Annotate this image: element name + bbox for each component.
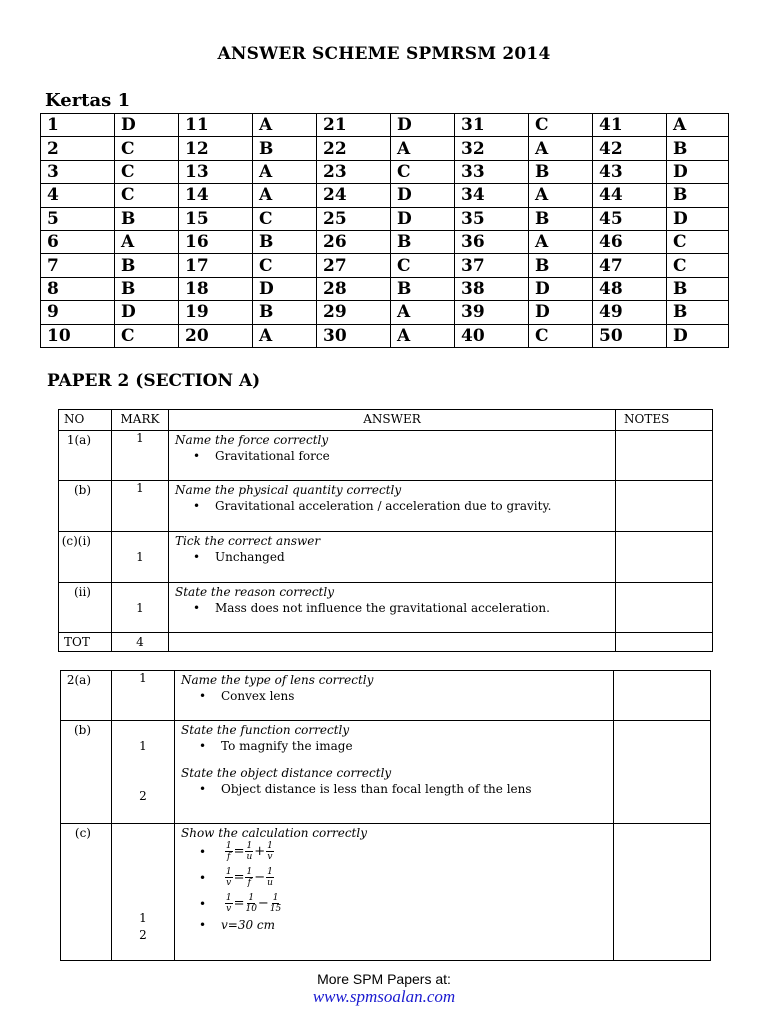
question-number: 2(a) bbox=[61, 671, 112, 721]
question-number: (ii) bbox=[59, 583, 112, 633]
total-label: TOT bbox=[59, 633, 112, 652]
table-row bbox=[59, 583, 713, 633]
answer-letter-cell: C bbox=[667, 254, 729, 277]
question-number-cell: 4 bbox=[41, 184, 115, 207]
fraction: $\frac{1}{15}$ bbox=[269, 893, 282, 914]
table-row bbox=[61, 721, 711, 824]
table-row bbox=[41, 277, 729, 300]
equation-substituted: • $\frac{1}{v}$ = $\frac{1}{10}$ − $\frac{1}{15}$ bbox=[175, 892, 613, 918]
table-row bbox=[41, 160, 729, 183]
answer-letter-cell: D bbox=[391, 184, 455, 207]
question-number-cell: 49 bbox=[593, 301, 667, 324]
answer-letter-cell: D bbox=[529, 277, 593, 300]
answer-letter-cell: D bbox=[667, 324, 729, 347]
answer-letter-cell: C bbox=[115, 137, 179, 160]
question-number-cell: 43 bbox=[593, 160, 667, 183]
answer-letter-cell: B bbox=[253, 301, 317, 324]
answer-letter-cell: B bbox=[667, 277, 729, 300]
instruction-text: Name the force correctly bbox=[175, 433, 329, 447]
answer-letter-cell: D bbox=[667, 160, 729, 183]
answer-letter-cell: A bbox=[391, 137, 455, 160]
answer-letter-cell: B bbox=[529, 207, 593, 230]
answer-letter-cell: B bbox=[115, 277, 179, 300]
mark-value: 1 bbox=[136, 601, 144, 615]
answer-letter-cell: A bbox=[529, 137, 593, 160]
question-number-cell: 18 bbox=[179, 277, 253, 300]
table-row bbox=[41, 301, 729, 324]
mark-value: 2 bbox=[139, 789, 147, 803]
answer-letter-cell: A bbox=[391, 324, 455, 347]
question-number-cell: 33 bbox=[455, 160, 529, 183]
answer-letter-cell: D bbox=[667, 207, 729, 230]
question-number-cell: 41 bbox=[593, 114, 667, 137]
instruction-text: Name the physical quantity correctly bbox=[175, 483, 402, 497]
paper2-heading: PAPER 2 (SECTION A) bbox=[47, 371, 261, 391]
answer-letter-cell: A bbox=[253, 114, 317, 137]
notes-cell bbox=[614, 721, 711, 824]
answer-letter-cell: D bbox=[115, 301, 179, 324]
question-number-cell: 50 bbox=[593, 324, 667, 347]
answer-letter-cell: C bbox=[253, 207, 317, 230]
answer-cell bbox=[169, 532, 616, 583]
question-number: (c)(i) bbox=[59, 532, 112, 583]
answer-letter-cell: B bbox=[115, 207, 179, 230]
table-row bbox=[59, 481, 713, 532]
table-row bbox=[59, 431, 713, 481]
question-number-cell: 12 bbox=[179, 137, 253, 160]
question-number-cell: 10 bbox=[41, 324, 115, 347]
answer-text: • Object distance is less than focal length of the lens bbox=[175, 780, 613, 796]
question-number-cell: 37 bbox=[455, 254, 529, 277]
result-text: • v=30 cm bbox=[175, 918, 613, 932]
answer-letter-cell: B bbox=[667, 137, 729, 160]
question-number-cell: 1 bbox=[41, 114, 115, 137]
notes-cell bbox=[614, 671, 711, 721]
table-row bbox=[41, 207, 729, 230]
mark-value: 2 bbox=[139, 928, 147, 942]
answer-letter-cell: D bbox=[529, 301, 593, 324]
table-row bbox=[41, 230, 729, 253]
mark-value: 1 bbox=[112, 671, 175, 721]
question-number-cell: 15 bbox=[179, 207, 253, 230]
answer-letter-cell: D bbox=[115, 114, 179, 137]
answer-cell bbox=[175, 671, 614, 721]
answer-letter-cell: A bbox=[667, 114, 729, 137]
answer-text: • Mass does not influence the gravitational acceleration. bbox=[169, 599, 615, 615]
fraction: • $\frac{1}{f}$ bbox=[225, 841, 232, 862]
question-number-cell: 40 bbox=[455, 324, 529, 347]
question-number-cell: 24 bbox=[317, 184, 391, 207]
answer-letter-cell: D bbox=[391, 207, 455, 230]
answer-letter-cell: B bbox=[667, 184, 729, 207]
answer-letter-cell: B bbox=[253, 230, 317, 253]
question-number-cell: 34 bbox=[455, 184, 529, 207]
answer-letter-cell: A bbox=[529, 184, 593, 207]
instruction-text: Tick the correct answer bbox=[175, 534, 321, 548]
question1-table bbox=[58, 409, 713, 652]
notes-cell bbox=[616, 583, 713, 633]
header-mark: MARK bbox=[112, 410, 169, 431]
fraction: • $\frac{1}{v}$ bbox=[225, 867, 232, 888]
fraction: $\frac{1}{v}$ bbox=[267, 841, 273, 862]
question-number-cell: 35 bbox=[455, 207, 529, 230]
question-number-cell: 30 bbox=[317, 324, 391, 347]
table-row bbox=[41, 114, 729, 137]
answer-letter-cell: C bbox=[115, 324, 179, 347]
answer-text: • Convex lens bbox=[175, 687, 613, 703]
answer-letter-cell: B bbox=[391, 277, 455, 300]
table-row bbox=[61, 671, 711, 721]
question-number-cell: 5 bbox=[41, 207, 115, 230]
answer-letter-cell: C bbox=[391, 160, 455, 183]
mark-cell bbox=[112, 721, 175, 824]
question-number-cell: 20 bbox=[179, 324, 253, 347]
table-row bbox=[41, 184, 729, 207]
question-number-cell: 22 bbox=[317, 137, 391, 160]
question-number-cell: 26 bbox=[317, 230, 391, 253]
question-number-cell: 6 bbox=[41, 230, 115, 253]
answer-cell bbox=[175, 721, 614, 824]
equation-lens-formula: • $\frac{1}{f}$ = $\frac{1}{u}$ + $\frac{1}{v}$ bbox=[175, 840, 613, 866]
fraction: $\frac{1}{f}$ bbox=[246, 867, 253, 888]
question-number-cell: 27 bbox=[317, 254, 391, 277]
footer-link[interactable]: www.spmsoalan.com bbox=[312, 987, 456, 1006]
answer-cell bbox=[175, 824, 614, 961]
notes-cell bbox=[614, 824, 711, 961]
answer-letter-cell: A bbox=[529, 230, 593, 253]
question-number-cell: 19 bbox=[179, 301, 253, 324]
table-row bbox=[41, 324, 729, 347]
instruction-text: Show the calculation correctly bbox=[181, 826, 367, 840]
answer-cell bbox=[169, 583, 616, 633]
answer-letter-cell: B bbox=[391, 230, 455, 253]
answer-text: • Gravitational acceleration / acceleration due to gravity. bbox=[169, 497, 615, 513]
question-number-cell: 46 bbox=[593, 230, 667, 253]
answer-letter-cell: B bbox=[529, 160, 593, 183]
answer-letter-cell: C bbox=[115, 160, 179, 183]
question-number-cell: 17 bbox=[179, 254, 253, 277]
mark-value: 1 bbox=[139, 739, 147, 753]
answer-letter-cell: C bbox=[115, 184, 179, 207]
question-number-cell: 28 bbox=[317, 277, 391, 300]
question-number: 1(a) bbox=[59, 431, 112, 481]
answer-letter-cell: C bbox=[667, 230, 729, 253]
question-number-cell: 44 bbox=[593, 184, 667, 207]
answer-cell bbox=[169, 431, 616, 481]
header-notes: NOTES bbox=[616, 410, 713, 431]
table-row bbox=[41, 254, 729, 277]
answer-cell bbox=[169, 633, 616, 652]
table-header-row bbox=[59, 410, 713, 431]
notes-cell bbox=[616, 633, 713, 652]
table-row bbox=[59, 532, 713, 583]
question-number-cell: 21 bbox=[317, 114, 391, 137]
question-number-cell: 47 bbox=[593, 254, 667, 277]
table-row bbox=[61, 824, 711, 961]
footer-text: More SPM Papers at: bbox=[317, 971, 451, 987]
answer-letter-cell: A bbox=[253, 324, 317, 347]
answer-letter-cell: B bbox=[115, 254, 179, 277]
notes-cell bbox=[616, 431, 713, 481]
question-number-cell: 11 bbox=[179, 114, 253, 137]
question-number-cell: 9 bbox=[41, 301, 115, 324]
question-number: (c) bbox=[61, 824, 112, 961]
question-number-cell: 7 bbox=[41, 254, 115, 277]
table-row bbox=[41, 137, 729, 160]
question-number-cell: 23 bbox=[317, 160, 391, 183]
instruction-text: State the function correctly bbox=[181, 723, 350, 737]
fraction: $\frac{1}{u}$ bbox=[246, 841, 253, 862]
total-mark: 4 bbox=[112, 633, 169, 652]
answer-text: • Gravitational force bbox=[169, 447, 615, 463]
header-answer: ANSWER bbox=[169, 410, 616, 431]
mark-value: 1 bbox=[139, 911, 147, 925]
question-number: (b) bbox=[59, 481, 112, 532]
answer-letter-cell: B bbox=[667, 301, 729, 324]
answer-text: • Unchanged bbox=[169, 548, 615, 564]
question-number-cell: 48 bbox=[593, 277, 667, 300]
fraction: $\frac{1}{10}$ bbox=[245, 893, 257, 914]
answer-letter-cell: B bbox=[529, 254, 593, 277]
question-number-cell: 31 bbox=[455, 114, 529, 137]
answer-letter-cell: D bbox=[253, 277, 317, 300]
answer-cell bbox=[169, 481, 616, 532]
answer-letter-cell: A bbox=[253, 184, 317, 207]
question-number-cell: 39 bbox=[455, 301, 529, 324]
question-number: (b) bbox=[61, 721, 112, 824]
notes-cell bbox=[616, 481, 713, 532]
header-no: NO bbox=[59, 410, 112, 431]
question-number-cell: 2 bbox=[41, 137, 115, 160]
mark-cell bbox=[112, 532, 169, 583]
question-number-cell: 25 bbox=[317, 207, 391, 230]
instruction-text: Name the type of lens correctly bbox=[181, 673, 374, 687]
question-number-cell: 16 bbox=[179, 230, 253, 253]
kertas1-answer-table bbox=[40, 113, 729, 348]
kertas1-heading: Kertas 1 bbox=[45, 90, 131, 111]
question-number-cell: 32 bbox=[455, 137, 529, 160]
question-number-cell: 8 bbox=[41, 277, 115, 300]
answer-letter-cell: C bbox=[391, 254, 455, 277]
fraction: $\frac{1}{u}$ bbox=[267, 867, 273, 888]
question-number-cell: 42 bbox=[593, 137, 667, 160]
answer-letter-cell: A bbox=[391, 301, 455, 324]
answer-letter-cell: B bbox=[253, 137, 317, 160]
question-number-cell: 29 bbox=[317, 301, 391, 324]
answer-letter-cell: C bbox=[529, 324, 593, 347]
question-number-cell: 3 bbox=[41, 160, 115, 183]
answer-letter-cell: A bbox=[115, 230, 179, 253]
answer-letter-cell: D bbox=[391, 114, 455, 137]
answer-text: • To magnify the image bbox=[175, 737, 613, 753]
question-number-cell: 36 bbox=[455, 230, 529, 253]
mark-cell bbox=[112, 824, 175, 961]
mark-value: 1 bbox=[112, 431, 169, 481]
answer-letter-cell: C bbox=[529, 114, 593, 137]
notes-cell bbox=[616, 532, 713, 583]
question-number-cell: 14 bbox=[179, 184, 253, 207]
document-title: ANSWER SCHEME SPMRSM 2014 bbox=[217, 44, 551, 64]
fraction: • $\frac{1}{v}$ bbox=[225, 893, 232, 914]
instruction-text: State the object distance correctly bbox=[181, 766, 392, 780]
question2-table bbox=[60, 670, 711, 961]
mark-value: 1 bbox=[136, 550, 144, 564]
mark-cell bbox=[112, 583, 169, 633]
answer-letter-cell: A bbox=[253, 160, 317, 183]
question-number-cell: 45 bbox=[593, 207, 667, 230]
total-row bbox=[59, 633, 713, 652]
answer-letter-cell: C bbox=[253, 254, 317, 277]
question-number-cell: 38 bbox=[455, 277, 529, 300]
equation-rearranged: • $\frac{1}{v}$ = $\frac{1}{f}$ − $\frac{1}{u}$ bbox=[175, 866, 613, 892]
question-number-cell: 13 bbox=[179, 160, 253, 183]
mark-value: 1 bbox=[112, 481, 169, 532]
instruction-text: State the reason correctly bbox=[175, 585, 334, 599]
